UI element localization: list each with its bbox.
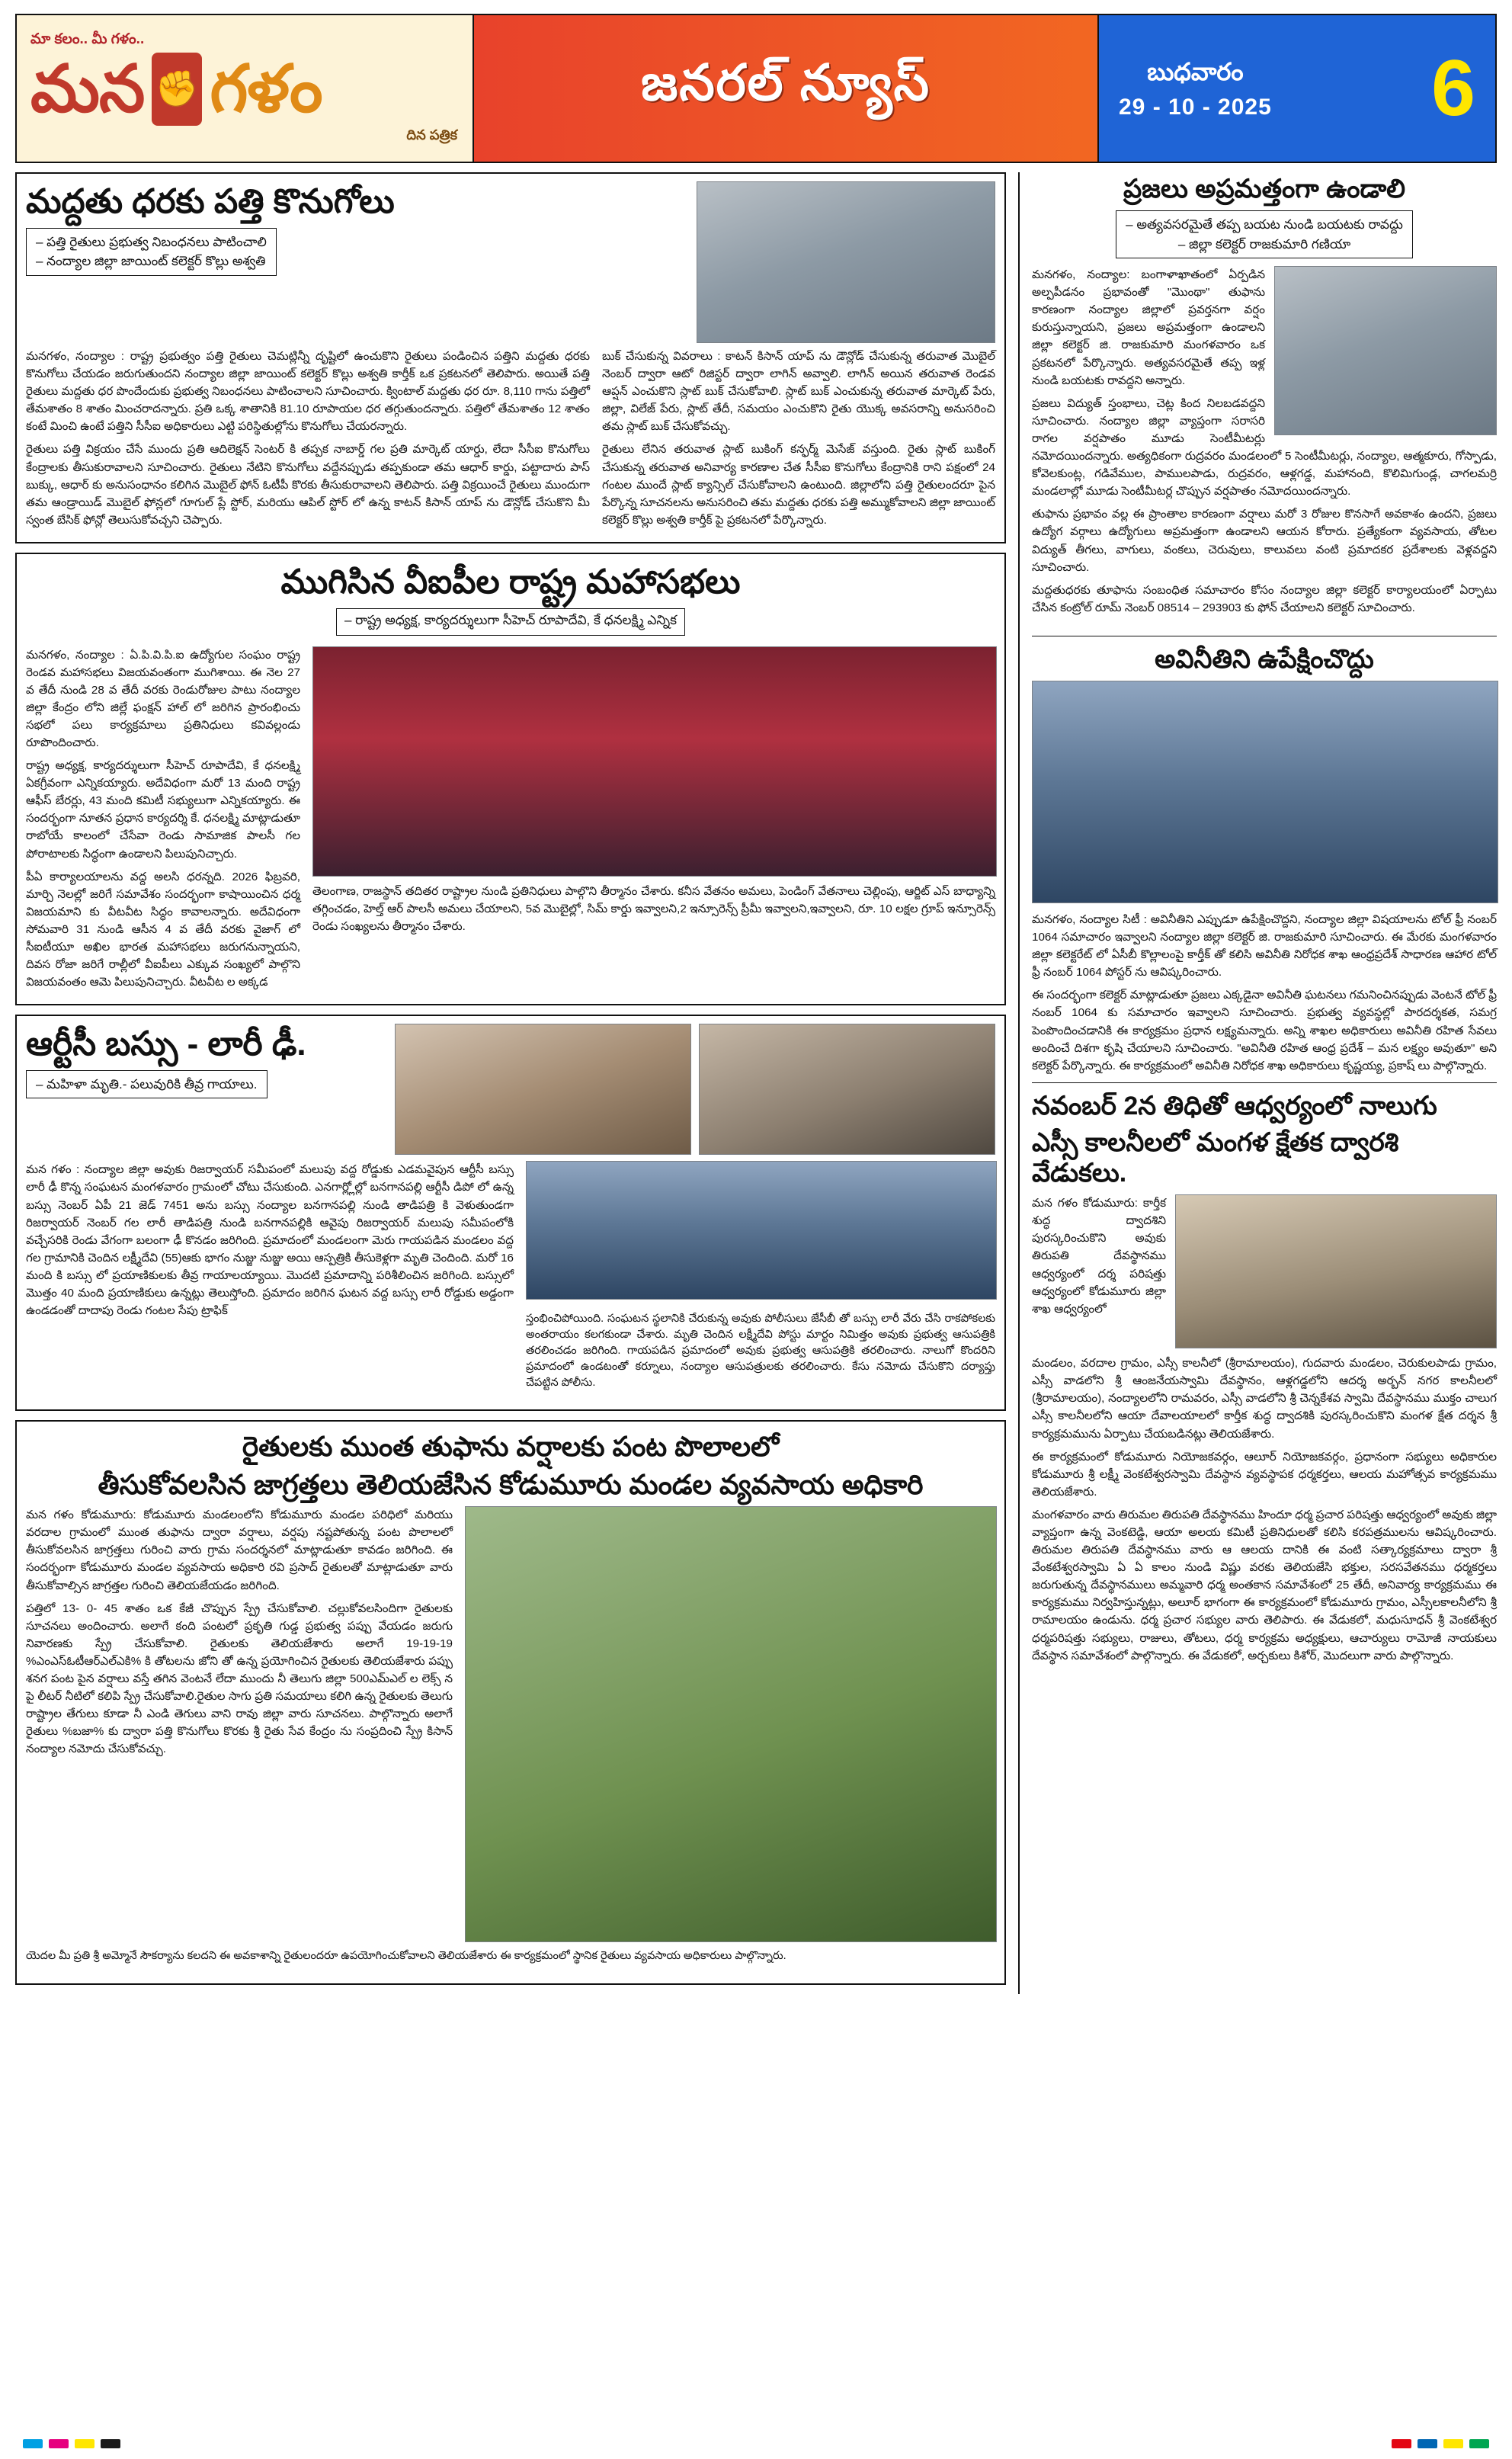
lorry-photo — [699, 1024, 995, 1155]
article-public-alert — [1032, 174, 1497, 628]
scheme-para-4: మంగళవారం వారు తిరుమల తిరుపతి దేవస్థానము హిందూ ధర్మ ప్రచార పరిషత్తు ఆధ్వర్యంలో అవుకు జిల్లా వ్యాప్తంగా ఉన్న వెంకటెడ్డి, ఆయా అలయ కమిటీ ప్రతినిధులతో కలిసి కరపత్రములను ఆవిష్కరించారు. తిరుమల తిరుపతి దేవస్థానము వారు ఆ ఆలయ దానికి ఈ వంటి సత్కార్యక్రమాలు ద్వారా శ్రీ వేంకటేశ్వరస్వామి ఏ ఏ కాలం నుండి విష్ణు వరకు తెలియజేసి భక్తుల, సరసవేతనము ధర్మకర్తలు జరుగుతున్న దేవస్థానములు అమ్మవారి ధర్మ అంతకాన సమావేశంలో 25 తేదీ, అనివార్య కార్యక్రమము ఈ కార్యక్రమము నిర్వహిస్తున్నట్లు, అలూర్ భాగంగా ఈ కార్యక్రమంలో కోడుమూరు గ్రామం, ఎస్సీలకాలనీలోని శ్రీ రామాలయం ఉండును. ధర్మ ప్రచార సభ్యుల వారు తెలిపారు. ఈ వేడుకలో, మధుసూధన్ శ్రీ వెంకటేశ్వర ధర్మపరిషత్తు సభ్యులు, రాజులు, తోటలు, ధర్మ కార్యక్రమ అధ్యక్షులు, ఆచార్యులు రామోజీ నాయకులు దేవస్థాన సమావేశంలో పాల్గొన్నారు. ఈ వేడుకలో, అర్చకులు కిశోర్, మొదలుగా వారు పాల్గొన్నారు. — [1032, 1508, 1497, 1662]
crop-caption: యెదల మీ ప్రతి శ్రీ అమ్మోనే సౌకర్యాను కలదని ఈ అవకాశాన్ని రైతులందరూ ఉపయోగించుకోవాలని తెలియజేశారు ఈ కార్యక్రమంలో స్థానిక రైతులు వ్యవసాయ అధికారులు పాల్గొన్నారు. — [26, 1950, 786, 1963]
footer-registration-marks — [23, 2439, 1489, 2448]
acb-poster-launch-photo — [1032, 681, 1498, 903]
corruption-headline: అవినీతిని ఉపేక్షించొద్దు — [1155, 644, 1374, 674]
rtc-para-1: మన గళం : నంద్యాల జిల్లా అవుకు రిజర్వాయర్ సమీపంలో మలుపు వద్ద రోడ్డుకు ఎడమవైపున ఆర్టీసీ బస్సు లారీ ఢీ కొన్న సంఘటన మంగళవారం గ్రామంలో చోటు చేసుకుంది. ఎనగార్ల్లోల్లో బనగానపల్లి ఆర్టీసీ డిపో లో ఉన్న బస్సు నెంబర్ ఏపీ 21 జెడ్ 7451 అను బస్సు నంద్యాల బనగానపల్లి నుండి తాడిపత్రి కి వెళుతుండగా రిజర్వాయర్ నెంబర్ గల లారీ తాడిపత్రి నుండి బనగానపల్లికి ఆవైపు రిజర్వాయర్ మలుపు సమీపంలోకి వచ్చేసరికి రెండు వేగంగా బలంగా ఢీ కొనడం జరిగింది. ప్రమాదంలో మండలంగా మెరు గాయపడిన మండలం వద్ద గల గ్రామానికి చెందిన లక్ష్మీదేవి (55)ఆకు భాగం నుజ్జు నుజ్జు అయి ఆస్పత్రికి తీసుకెళ్లగా మృతి చెందింది. మరో 16 మంది కి బస్సు లో ప్రయాణికులకు తీవ్ర గాయాలయ్యాయి. మొదటి ప్రమాదాన్ని పరిశీలించిన జరిగింది. బస్సులో మొత్తం 40 మంది ప్రయాణికులు ఉన్నట్లు తెలుస్తోంది. ప్రమాదం జరిగిన ఘటన వద్ద బస్సు లారీ రోడ్డుకు అడ్డంగా ఉండడంతో దాదాపు రెండు గంటల సేపు ట్రాఫిక్ — [26, 1163, 514, 1318]
scheme-headline-2: ఎస్సీ కాలనీలలో మంగళ క్షేతక ద్వారశి వేడుకలు. — [1032, 1127, 1399, 1188]
corruption-para-1: మనగళం, నంద్యాల సిటీ : అవినీతిని ఎప్పుడూ ఉపేక్షించొద్దని, నంద్యాల జిల్లా విషయాలను టోల్ ఫ్రీ నంబర్ 1064 సమాచారం ఇవ్వాలని నంద్యాల జిల్లా కలెక్టర్ జి. రాజకుమారి సూచించారు. ఈ మేరకు మంగళవారం జిల్లా కలెక్టరేట్ లో ఏసీబీ కొల్లాలంపై కార్తీక్ తో కలిసి అవినీతి నిరోధక శాఖ ఆంధ్రప్రదేశ్ సాధారణ ఆహార టోల్ ఫ్రీ నంబర్ 1064 పోస్టర్ ను ఆవిష్కరించారు. — [1032, 913, 1497, 979]
reg-dot-yellow-2 — [1443, 2439, 1463, 2448]
reg-dot-cyan — [23, 2439, 43, 2448]
article-crop-advisory — [15, 1420, 1006, 1984]
masthead-title-row — [30, 53, 472, 126]
crop-para-2: పత్తిలో 13- 0- 45 శాతం ఒక కేజీ చొప్పున స్ప్రే చేసుకోవాలి. చల్లుకోవలసిందిగా రైతులకు సూచనలు అందించారు. అలాగే కంది పంటలో ప్రకృతి గుడ్డ ప్రభుత్వ పప్పు వేయడం జరుగు నివారణకు స్ప్రే చేసుకోవాలి. రైతులకు తెలియజేశారు అలాగే 19-19-19 %ఎంఎస్ఓటీఆర్ఎల్ఎకి% కి తోటలను జోని తో ఉన్న ప్రయోగించిన రైతులకు తెలియజేశారు పప్పు శనగ పంట పైన వర్షాలు వస్తే తగిన వెంటనే లేదా ముందు నీ తెలుగు జిల్లా 500ఎమ్ఎల్ ల లెక్స్ న పై లీటర్ నీటిలో కలిపి స్ప్రే చేసుకోవాలి.రైతుల సాగు ప్రతి సమయాలు కలిగి ఉన్న రైతులకు తెలుగు రాష్ట్రాల తేగులు కూడా నీ ఎండి తెగులు వాని రావు జిల్లా వారు సూచనలు. పాల్గొన్నారు అలాగే రైతులు %బజా% కు ద్వారా పత్తి కొనుగోలు కొరకు శ్రీ రైతు సేవ కేంద్రం ను సంప్రదించి స్ప్రే కిసాన్ నంద్యాల నమోదు చేసుకోవచ్చు. — [26, 1601, 453, 1756]
alert-bullet-1: – అత్యవసరమైతే తప్ప బయట నుండి బయటకు రావద్దు — [1126, 217, 1403, 232]
cotton-subhead — [26, 228, 277, 276]
reg-dot-green — [1469, 2439, 1489, 2448]
alert-para-4: మద్దతుధరకు తూఫాను సంబంధిత సమాచారం కోసం నంద్యాల జిల్లా కలెక్టర్ కార్యాలయంలో ఏర్పాటు చేసిన కంట్రోల్ రూమ్ నెంబర్ 08514 – 293903 కు ఫోన్ చేయాలని కలెక్టర్ సూచించారు. — [1032, 583, 1497, 614]
scheme-body-top — [1032, 1194, 1497, 1355]
collector-woman-portrait-photo — [1274, 266, 1497, 435]
masthead — [15, 14, 1497, 163]
cotton-bullet-1: – పత్తి రైతులు ప్రభుత్వ నిబంధనలు పాటించాలి — [36, 234, 267, 249]
article-cotton-purchase — [15, 172, 1006, 543]
officer-portrait-photo — [697, 181, 995, 343]
masthead-date: 29 - 10 - 2025 — [1119, 94, 1272, 120]
page-content — [15, 172, 1497, 1994]
rtc-subline: – మహిళా మృతి.- పలువురికి తీవ్ర గాయాలు. — [26, 1070, 267, 1099]
article-vip-meetings — [15, 553, 1006, 1005]
reg-dot-blue — [1418, 2439, 1437, 2448]
scheme-para-1: మన గళం కోడుమూరు: కార్తీక శుద్ధ ద్వాదశిని పురస్కరించుకొని అవుకు తిరుపతి దేవస్థానము ఆధ్వర్యంలో దర్శ పరిషత్తు ఆధ్వర్యంలో కోడుమూరు జిల్లా శాఖ ఆధ్వర్యంలో — [1032, 1197, 1166, 1316]
crop-para-1: మన గళం కోడుమూరు: కోడుమూరు మండలంలోని కోడుమూరు మండల పరిధిలో మరియు వరదాల గ్రామంలో ముంత తుఫాను ద్వారా వర్షాలు, వర్షపు నష్టపోతున్న పంట పొలాలలో తీసుకోవలసిన జాగ్రత్తలు గురించి వారు గ్రామ సందర్శనలో మాట్లాడుతూ కావడం జరిగింది. ఈ సందర్భంగా కోడుమూరు మండల వ్యవసాయ అధికారి రవి ప్రసాద్ రైతులతో మాట్లాడుతూ వారు తీసుకోవాల్సిన జాగ్రత్తల గురించి తెలియజేయడం జరిగింది. — [26, 1508, 453, 1592]
footer-dots-left — [23, 2439, 120, 2448]
veepa-para-2: రాష్ట్ర అధ్యక్ష, కార్యదర్శులుగా సీహెచ్ రూపాదేవి, కే ధనలక్ష్మి ఏకగ్రీవంగా ఎన్నికయ్యారు. అదేవిధంగా మరో 13 మంది రాష్ట్ర ఆఫీస్ బేరర్లు, 43 మంది కమిటీ సభ్యులుగా ఎన్నికయ్యారు. ఈ సందర్భంగా నూతన ప్రధాన కార్యదర్శి కే. ధనలక్ష్మి మాట్లాడుతూ రాబోయే కాలంలో చేసేవా రెండు సామాజిక పాలసీ గల పోరాటాలకు సిద్ధంగా ఉండాలని పిలుపునిచ్చారు. — [26, 759, 300, 861]
crop-headline-1: రైతులకు ముంత తుఫాను వర్షాలకు పంట పొలాలలో — [242, 1431, 780, 1463]
rtc-caption: స్తంభించిపోయింది. సంఘటన స్థలానికి చేరుకున్న అవుకు పోలీసులు జేసీబీ తో బస్సు లారీ వేరు చేసి రాకపోకలకు అంతరాయం కలగకుండా చేశారు. మృతి చెందిన లక్ష్మీదేవి పోస్టు మార్టం నిమిత్తం అవుకు ప్రభుత్వ ఆసుపత్రికి తరలించడం జరిగింది. గాయపడిన ప్రమాదంలో అవుకు ప్రభుత్వ ఆసుపత్రికి తరలించారు. నాలుగో కొందరిని ప్రమాదంలో ఉండటంతో కర్నూలు, నంద్యాల ఆసుపత్రులకు తరలించారు. కేసు నమోదు చేసుకొని దర్యాప్తు చేపట్టిన పోలీసు. — [526, 1312, 995, 1389]
masthead-day: బుధవారం — [1147, 57, 1244, 85]
right-column — [1032, 172, 1497, 1994]
cotton-para-2: రైతులు పత్తి విక్రయం చేసే ముందు ప్రతి ఆదిలెక్షన్ సెంటర్ కి తప్పక నాబార్డ్ గల ప్రతి మార్కెట్ యార్డు, లేదా సీసీఐ కొనుగోలు కేంద్రాలకు తీసుకురావాలని సూచించారు. రైతులు నేటిని కొనుగోలు వద్దేనప్పుడు తప్పకుండా తమ ఆధార్ కార్డు, పట్టాదారు పాస్ బుక్కు, ఆధార్ కు అనుసంధానం కలిగిన మొబైల్ ఫోన్ ఓటీపీ కొరకు తీసుకురావాలని తెలిపారు. పత్తి విక్రయించే రైతులు ముందుగా తమ ఆండ్రాయిడ్ మొబైల్ ఫోన్లలో గూగుల్ ప్లే స్టోర్, మరియు ఆపిల్ స్టోర్ లో ఉన్న కాటన్ కిసాన్ యాప్ ను డౌన్లోడ్ చేసుకొని మీ స్వంత బేసిక్ ఫోన్లో తెలుసుకోవచ్చని చెప్పారు. — [26, 443, 590, 527]
reg-dot-black — [101, 2439, 120, 2448]
cotton-headline: మద్దతు ధరకు పత్తి కొనుగోలు — [26, 183, 395, 220]
reg-dot-magenta — [49, 2439, 69, 2448]
veepa-headline: ముగిసిన వీఐపీల రాష్ట్ర మహాసభలు — [280, 563, 741, 601]
alert-bullets-wrap — [1032, 210, 1497, 266]
cotton-bullet-2: – నంద్యాల జిల్లా జాయింట్ కలెక్టర్ కొల్లు అశ్వతి — [36, 254, 266, 269]
alert-para-2: ప్రజలు విద్యుత్ స్తంభాలు, చెట్ల కింద నిలబడవద్దని సూచించారు. నంద్యాల జిల్లా వ్యాప్తంగా సరాసరి రాగల వర్షపాతం మూడు సెంటీమీటర్లు నమోదయిందన్నారు. అత్యధికంగా రుద్రవరం మండలంలో 5 సెంటీమీటర్లు, నంద్యాల, ఆత్మకూరు, గోస్పాడు, కోవెలకుంట్ల, గడివేముల, పాములపాడు, రుద్రవరం, ఆళ్లగడ్డ, మహానంది, కొలిమిగుండ్ల, చాగలమర్రి మండలాల్లో మూడు సెంటీమీటర్ల చొప్పున వర్షపాతం నమోదయిందన్నారు. — [1032, 396, 1497, 499]
cotton-para-4: రైతులు లేనిన తరువాత స్లాట్ బుకింగ్ కన్ఫర్మ్ మెసేజ్ వస్తుంది. రైతు స్లాట్ బుకింగ్ చేసుకున్న తరువాత అనివార్య కారణాల చేత సీసీఐ కొనుగోలు కేంద్రానికి రాని పక్షంలో 24 గంటల ముందే స్లాట్ క్యాన్సిల్ చేసుకోవాలని ఉంటుంది. జిల్లాలోని పత్తి రైతులందరూ పైన పేర్కొన్న సూచనలను అనుసరించి తమ మద్దతు ధరకు పత్తి అమ్ముకోవాలని జిల్లా జాయింట్ కలెక్టర్ కొల్లు అశ్వతి కార్తీక్ పై ప్రకటనలో పేర్కొన్నారు. — [602, 443, 995, 527]
union-meeting-group-photo — [312, 646, 997, 877]
veepa-caption: తెలంగాణ, రాజస్థాన్ తదితర రాష్ట్రాల నుండి ప్రతినిధులు పాల్గొని తీర్మానం చేశారు. కనీస వేతనం అమలు, పెండింగ్ వేతనాలు చెల్లింపు, ఆర్జిట్ ఎస్ బాధ్యాన్ని తగ్గించడం, హెల్త్ ఆర్ పాలసీ అమలు చేయాలని, 5వ మొబైల్లో, సిమ్ కార్డు ఇవ్వాలని,2 ఇన్సూరెన్స్ ప్రీమీ ఇవ్వాలని,ఇవ్వాలని, రూ. 10 లక్షల గ్రూప్ ఇన్సూరెన్స్ రెండు సంఖ్యలను తీర్మానం చేశారు. — [312, 884, 995, 933]
masthead-date-block — [1099, 15, 1495, 162]
masthead-title-part2: గళం — [210, 52, 322, 126]
footer-dots-right — [1392, 2439, 1489, 2448]
raised-fist-icon: ✊ — [152, 53, 202, 126]
alert-body — [1032, 266, 1497, 622]
alert-para-3: తుఫాను ప్రభావం వల్ల ఈ ప్రాంతాల కారణంగా వర్షాలు మరో 3 రోజుల కొనసాగే అవకాశం ఉందని, ప్రజలు ఉద్యోగ వర్గాలు ఉద్యోగులు అప్రమత్తంగా ఉండాలని ఆయన కోరారు. ప్రత్యేకంగా వ్యవసాయ, తోటల విద్యుత్ తీగలు, వాగులు, వంకలు, చెరువులు, కాలువలు వంటి ప్రమాదకర ప్రదేశాలకు వెళ్లవద్దని సూచించారు. — [1032, 508, 1497, 574]
scheme-para-3: ఈ కార్యక్రమంలో కోడుమూరు నియోజకవర్గం, ఆలూర్ నియోజకవర్గం, ప్రధానంగా సభ్యులు అధికారుల కోడుమూరు శ్రీ లక్ష్మీ వెంకటేశ్వరస్వామి దేవస్థాన వ్యవస్థాపక ధర్మకర్తలు, ఆలయ మహోత్సవ కార్యక్రమము తెలియజేశారు. — [1032, 1450, 1497, 1499]
column-divider — [1018, 172, 1020, 1994]
alert-para-1: మనగళం, నంద్యాల: బంగాళాఖాతంలో ఏర్పడిన అల్పపీడనం ప్రభావంతో "మొంథా" తుఫాను కారణంగా నంద్యాల జిల్లాలో ప్రవర్తనగా వర్షం కురుస్తున్నాయని, ప్రజలు అప్రమత్తంగా ఉండాలని జిల్లా కలెక్టర్ జి. రాజకుమారి మంగళవారం ఒక ప్రకటనలో పేర్కొన్నారు. అత్యవసరమైతే తప్ప ఇళ్ల నుండి బయటకు రావద్దని అన్నారు. — [1032, 268, 1265, 387]
masthead-logo — [17, 15, 474, 162]
article-temple-scheme — [1032, 1091, 1497, 1665]
alert-bullets — [1116, 210, 1413, 258]
alert-headline: ప్రజలు అప్రమత్తంగా ఉండాలి — [1123, 175, 1406, 204]
temple-event-photo — [1175, 1194, 1497, 1348]
right-divider-2 — [1032, 1082, 1497, 1083]
reg-dot-red — [1392, 2439, 1411, 2448]
article-corruption — [1032, 644, 1497, 1075]
accident-women-photo — [395, 1024, 691, 1155]
veepa-para-1: మనగళం, నంద్యాల : ఏ.పి.వి.పి.ఐ ఉద్యోగుల సంఘం రాష్ట్ర రెండవ మహాసభలు విజయవంతంగా ముగిశాయి. ఈ నెల 27 వ తేదీ నుండి 28 వ తేదీ వరకు రెండురోజుల పాటు నంద్యాల జిల్లా కేంద్రం లోని జిల్లే ఫంక్షన్ హాల్ లో జరిగిన ప్రారంభించు సభలో పలు కార్యక్రమాలు ప్రతినిధులు కవివల్లండు రూపొందించారు. — [26, 648, 300, 749]
article-rtc-accident — [15, 1015, 1006, 1411]
cotton-para-3: బుక్ చేసుకున్న వివరాలు : కాటన్ కిసాన్ యాప్ ను డౌన్లోడ్ చేసుకున్న తరువాత మొబైల్ నెంబర్ ద్వారా ఆటో రిజిస్టర్ ద్వారా లాగిన్ అవ్వాలి. లాగిన్ అయిన తరువాత రెండవ ఆప్షన్ ఎంచుకొని స్లాట్ బుక్ చేసుకోవాలి. స్లాట్ బుక్ ఎంచుకున్న తరువాత మార్కెట్ పేరు, జిల్లా, విలేజ్ పేరు, స్లాట్ తేదీ, సమయం ఎంచుకొని రైతు యొక్క అవసరాన్ని అనుసరించి తమ స్లాట్ బుక్ చేసుకోవచ్చు. — [602, 350, 995, 434]
page-number: 6 — [1431, 44, 1475, 133]
bus-lorry-accident-photo — [526, 1161, 997, 1300]
crop-headline-2: తీసుకోవలసిన జాగ్రత్తలు తెలియజేసిన కోడుమూరు మండల వ్యవసాయ అధికారి — [98, 1468, 924, 1500]
masthead-subtitle: దిన పత్రిక — [406, 127, 457, 143]
masthead-section-banner — [474, 15, 1099, 162]
masthead-section-title: జనరల్ న్యూస్ — [641, 53, 931, 111]
reg-dot-yellow — [75, 2439, 94, 2448]
masthead-date-group — [1119, 53, 1272, 124]
cotton-para-1: మనగళం, నంద్యాల : రాష్ట్ర ప్రభుత్వం పత్తి రైతులు చెమట్లిన్నీ దృష్టిలో ఉంచుకొని రైతులు పండించిన పత్తిని మద్దతు ధరకు కొనుగోలు చేయడం జరుగుతుందని నంద్యాల జిల్లా జాయింట్ కలెక్టర్ కొల్లు అశ్వతి కార్తీక్ ఒక ప్రకటనలో తెలిపారు. అయితే పత్తి రైతులు మద్దతు ధర పొందేందుకు ప్రభుత్వ నిబంధనలు పాటించాలని సూచించారు. క్వింటాల్ మద్దతు ధర రూ. 8,110 గాను పత్తిలో తేమశాతం 8 శాతం మించరాదన్నారు. ప్రతి ఒక్క శాతానికి 81.10 రూపాయల ధర తగ్గుతుందన్నారు. పత్తిలో తేమశాతం 12 శాతం కంటే మించి ఉంటే పత్తిని సీసీఐ అధికారులు ఎట్టి పరిస్థితుల్లోను కొనుగోలు చేయరన్నారు. — [26, 350, 590, 434]
veepa-para-3: పీఏ కార్యాలయాలను వద్ద అలసి ధరన్నది. 2026 ఫిబ్రవరి, మార్చి నెలల్లో జరిగే సమావేశం సందర్భంగా కాషాయించిన ధర్మ విజయమాని కు వీటవీట సిద్ధం కావాలన్నారు. అదేవిధంగా సోమవారి 31 నుండి ఆసీన 4 వ తేదీ వరకు వైజాగ్ లో సీఐటీయూ అఖిల భారత మహాసభలు జరుగనున్నాయని, దివస రోజా జరిగే రాల్లీలో వీఐపీలు ఎక్కువ సంఖ్యలో పాల్గొని విజయవంతం ఆమె పిలుపునిచ్చారు. వీటవీట ల అక్కడ — [26, 870, 300, 989]
corruption-para-2: ఈ సందర్భంగా కలెక్టర్ మాట్లాడుతూ ప్రజలు ఎక్కడైనా అవినీతి ఘటనలు గమనించినప్పుడు వెంటనే టోల్ ఫ్రీ నంబర్ 1064 కు సమాచారం ఇవ్వాలని సూచించారు. ప్రభుత్వ వ్యవస్థల్లో పారదర్శకత, సమగ్ర పెంపొందించడానికి ఈ కార్యక్రమం ప్రధాన లక్ష్యమన్నారు. అన్ని శాఖల అధికారులు అవినీతి రహిత సేవలు అందించే దిశగా కృషి చేయాలని సూచించారు. "అవినీతి రహిత ఆంధ్ర ప్రదేశ్ – మన లక్ష్యం అవుతూ" అని కలెక్టర్ పేర్కొన్నారు. ఈ కార్యక్రమంలో అవినీతి నిరోధక శాఖ అధికారులు కృష్ణయ్య, ప్రకాష్ లు పాల్గొన్నారు. — [1032, 989, 1498, 1072]
scheme-headline-1: నవంబర్ 2న తిధితో ఆధ్వర్యంలో నాలుగు — [1032, 1091, 1437, 1120]
scheme-para-2: మండలం, వరదాల గ్రామం, ఎస్సీ కాలనీలో (శ్రీరామాలయం), గుదవారు మండలం, చెరుకులపాడు గ్రామం, ఎస్సీ వాడలోని శ్రీ ఆంజనేయస్వామి దేవస్థానం, ఆళ్లగడ్డలోని ఆదర్శ అర్బన్ నగర కాలనీలలో (శ్రీరామాలయం), నంద్యాలలోని రామవరం, ఎస్సీ వాడలోని శ్రీ చెన్నకేశవ స్వామి దేవస్థానము ముక్తం చాలుగ ఎస్సీ కాలనీలలోని ఆయా దేవాలయాలలో కార్తీక శుద్ధ ద్వాదశికి పురస్కరించుకొని మంగళ క్షేత దర్శన శ్రీ కార్యక్రమమును ఏర్పాటు చేయబడినట్లు తెలియజేశారు. — [1032, 1357, 1497, 1441]
veepa-subline-wrap — [26, 608, 995, 642]
left-column — [15, 172, 1006, 1994]
rtc-headline: ఆర్టీసీ బస్సు - లారీ ఢీ. — [26, 1025, 306, 1063]
alert-bullet-2: – జిల్లా కలెక్టర్ రాజకుమారి గణియా — [1177, 236, 1351, 252]
veepa-subline: – రాష్ట్ర అధ్యక్ష, కార్యదర్శులుగా సీహెచ్ రూపాదేవి, కే ధనలక్ష్మి ఎన్నిక — [336, 608, 685, 636]
masthead-title-part1: మన — [30, 52, 145, 126]
cotton-field-visit-photo — [465, 1506, 997, 1942]
masthead-tagline: మా కలం.. మీ గళం.. — [30, 30, 145, 47]
